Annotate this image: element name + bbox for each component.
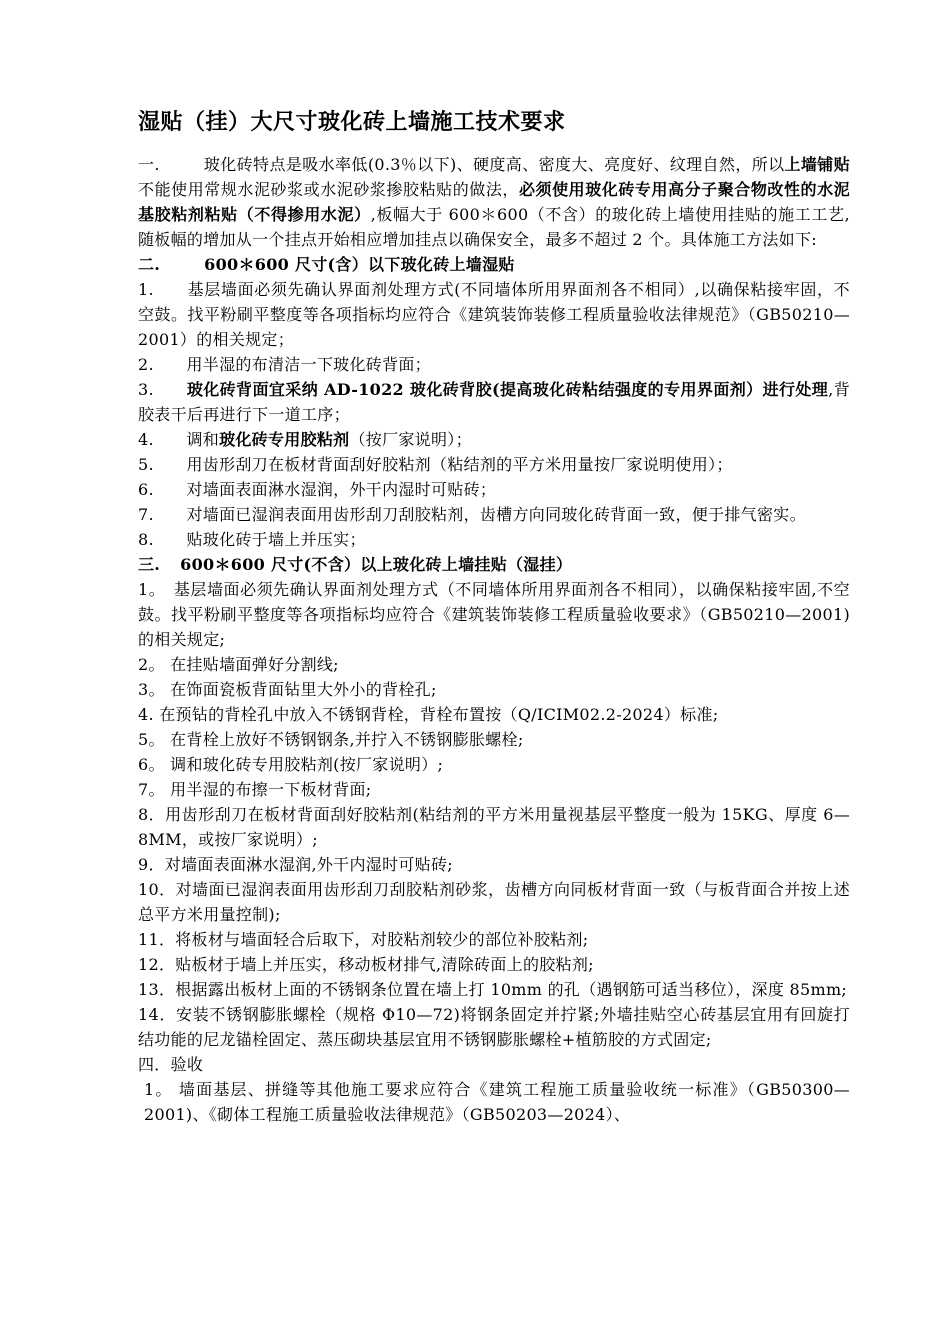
section-3-item-4: 4. 在预钻的背栓孔中放入不锈钢背栓，背栓布置按（Q/ICIM02.2-2024）标准; <box>138 705 719 724</box>
intro-paragraph: 一. 玻化砖特点是吸水率低(0.3％以下)、硬度高、密度大、亮度好、纹理自然，所以上墙铺贴不能使用常规水泥砂浆或水泥砂浆掺胶粘贴的做法，必须使用玻化砖专用高分子聚合物改性的水泥基胶粘剂粘贴（不得掺用水泥）,板幅大于 600＊600（不含）的玻化砖上墙使用挂贴的施工工艺,随板幅的增加从一个挂点开始相应增加挂点以确保安全，最多不超过 2 个。具体施工方法如下: <box>138 155 850 249</box>
document-title: 湿贴（挂）大尺寸玻化砖上墙施工技术要求 <box>138 110 566 135</box>
document-body <box>138 152 850 1127</box>
section-3-item-1: 1。 基层墙面必须先确认界面剂处理方式（不同墙体所用界面剂各不相同），以确保粘接牢固,不空鼓。找平粉刷平整度等各项指标均应符合《建筑装饰装修工程质量验收要求》（GB50210—2001)的相关规定; <box>138 580 850 649</box>
section-2-item-5: 5. 用齿形刮刀在板材背面刮好胶粘剂（粘结剂的平方米用量按厂家说明使用）； <box>138 455 733 474</box>
section-2-item-1: 1. 基层墙面必须先确认界面剂处理方式(不同墙体所用界面剂各不相同）,以确保粘接牢固，不空鼓。找平粉刷平整度等各项指标均应符合《建筑装饰装修工程质量验收法律规范》（GB50210—2001）的相关规定； <box>138 280 850 349</box>
section-2-item-4: 4. 调和玻化砖专用胶粘剂（按厂家说明）； <box>138 430 472 449</box>
section-3-item-13: 13．根据露出板材上面的不锈钢条位置在墙上打 10mm 的孔（遇钢筋可适当移位），深度 85mm; <box>138 980 848 999</box>
section-2-item-3: 3. 玻化砖背面宜采纳 AD-1022 玻化砖背胶(提高玻化砖粘结强度的专用界面剂）进行处理,背胶表干后再进行下一道工序； <box>138 380 851 424</box>
section-3-item-5: 5。 在背栓上放好不锈钢钢条,并拧入不锈钢膨胀螺栓; <box>138 730 524 749</box>
section-3-item-3: 3。 在饰面瓷板背面钻里大外小的背栓孔; <box>138 680 437 699</box>
section-2-item-7: 7. 对墙面已湿润表面用齿形刮刀刮胶粘剂，齿槽方向同玻化砖背面一致，便于排气密实。 <box>138 505 806 524</box>
section-2-heading: 二. 600＊600 尺寸(含）以下玻化砖上墙湿贴 <box>138 255 515 274</box>
section-3-item-7: 7。 用半湿的布擦一下板材背面; <box>138 780 372 799</box>
section-3-item-8: 8．用齿形刮刀在板材背面刮好胶粘剂(粘结剂的平方米用量视基层平整度一般为 15KG、厚度 6—8MM，或按厂家说明）; <box>138 805 850 849</box>
section-3-item-11: 11．将板材与墙面轻合后取下，对胶粘剂较少的部位补胶粘剂; <box>138 930 589 949</box>
section-3-heading: 三. 600＊600 尺寸(不含）以上玻化砖上墙挂贴（湿挂） <box>138 555 573 574</box>
section-3-item-14: 14．安装不锈钢膨胀螺栓（规格 Φ10—72)将钢条固定并拧紧;外墙挂贴空心砖基层宜用有回旋打结功能的尼龙锚栓固定、蒸压砌块基层宜用不锈钢膨胀螺栓+植筋胶的方式固定; <box>138 1005 850 1049</box>
intro-number: 一. <box>138 155 160 174</box>
section-3-item-2: 2。 在挂贴墙面弹好分割线; <box>138 655 339 674</box>
section-2-item-8: 8. 贴玻化砖于墙上并压实； <box>138 530 366 549</box>
section-2-item-2: 2. 用半湿的布清洁一下玻化砖背面； <box>138 355 431 374</box>
section-3-item-9: 9．对墙面表面淋水湿润,外干内湿时可贴砖; <box>138 855 453 874</box>
section-4-item-1: 1。 墙面基层、拼缝等其他施工要求应符合《建筑工程施工质量验收统一标准》（GB50300—2001)、《砌体工程施工质量验收法律规范》（GB50203—2024）、 <box>144 1080 850 1124</box>
section-4-heading: 四．验收 <box>138 1055 204 1074</box>
section-3-item-10: 10．对墙面已湿润表面用齿形刮刀刮胶粘剂砂浆，齿槽方向同板材背面一致（与板背面合并按上述总平方米用量控制); <box>138 880 850 924</box>
section-3-item-12: 12．贴板材于墙上并压实，移动板材排气,清除砖面上的胶粘剂; <box>138 955 594 974</box>
section-3-item-6: 6。 调和玻化砖专用胶粘剂(按厂家说明）; <box>138 755 444 774</box>
section-2-item-6: 6. 对墙面表面淋水湿润，外干内湿时可贴砖； <box>138 480 497 499</box>
